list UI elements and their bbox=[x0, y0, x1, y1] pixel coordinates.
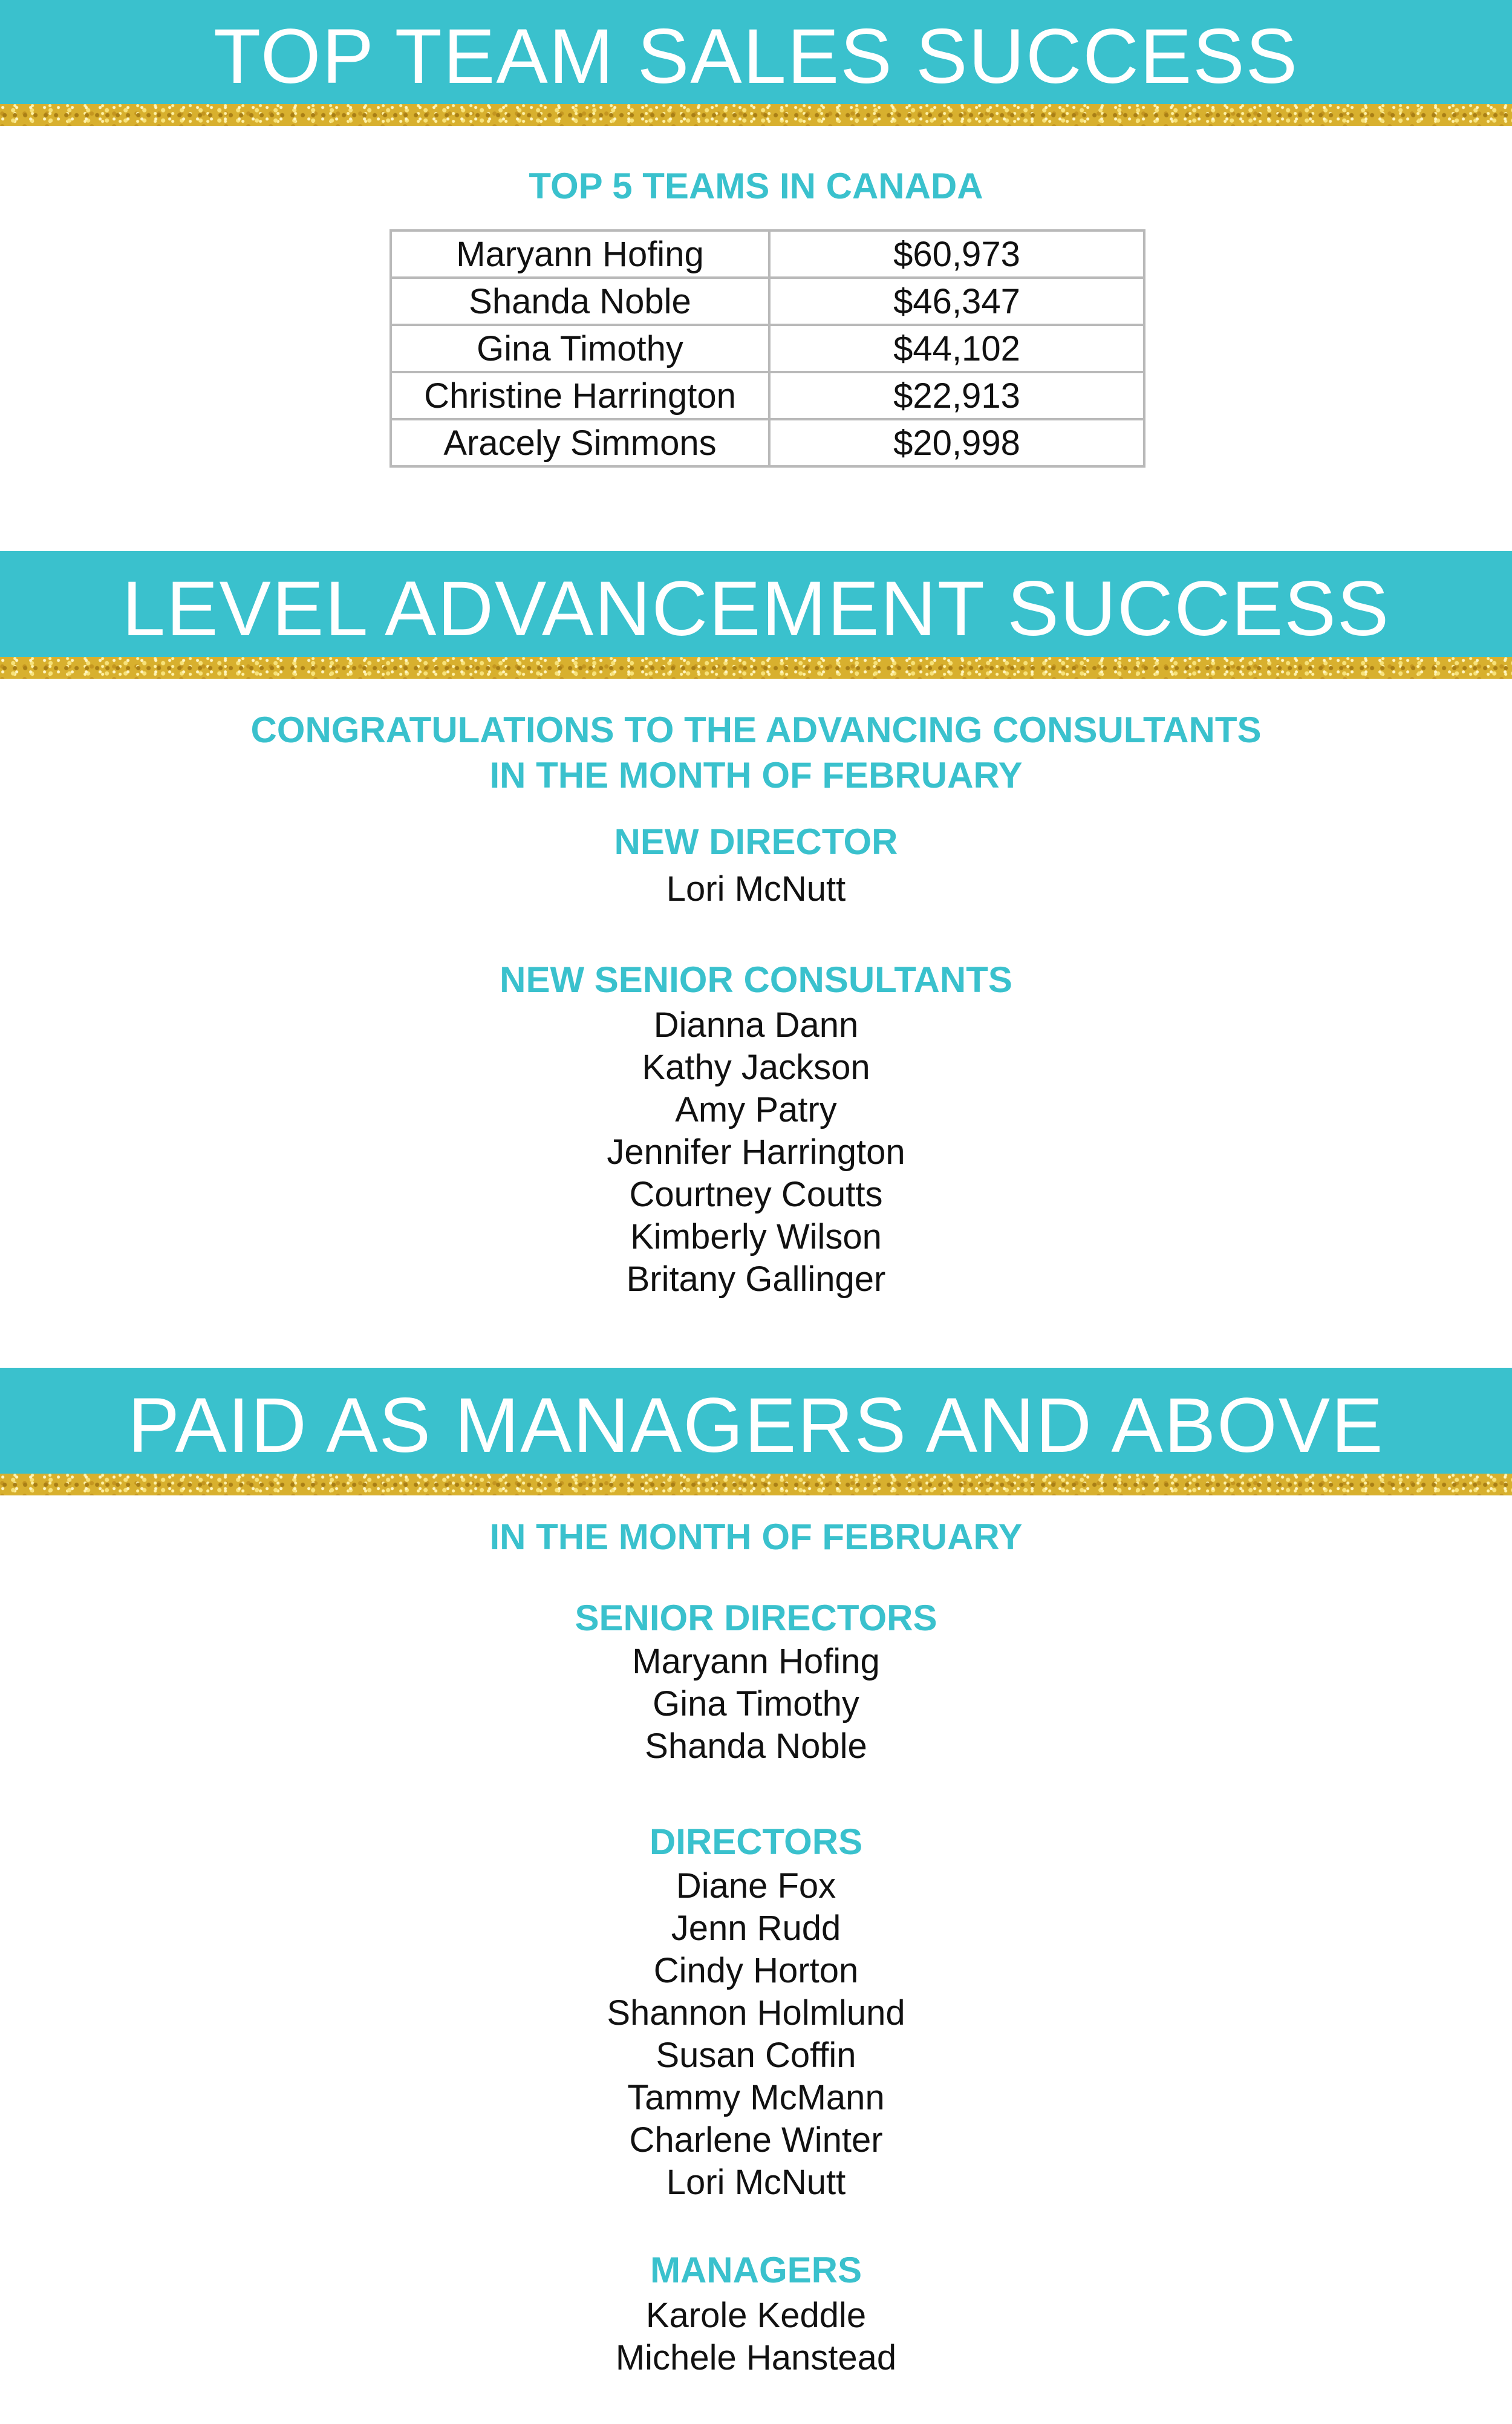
list-item: Courtney Coutts bbox=[629, 1175, 883, 1214]
team-name-cell: Shanda Noble bbox=[391, 278, 769, 325]
team-amount-cell: $44,102 bbox=[769, 325, 1144, 372]
list-item: Shannon Holmlund bbox=[607, 1993, 905, 2033]
list-item: Jenn Rudd bbox=[671, 1909, 841, 1948]
new-director-list bbox=[0, 868, 1512, 910]
banner-level-advancement bbox=[0, 551, 1512, 657]
gold-glitter-divider bbox=[0, 657, 1512, 679]
top-teams-table bbox=[389, 229, 1145, 468]
gold-glitter-divider bbox=[0, 104, 1512, 126]
banner-title: LEVEL ADVANCEMENT SUCCESS bbox=[122, 566, 1390, 652]
new-senior-consultants-list bbox=[0, 1004, 1512, 1301]
team-amount-cell: $46,347 bbox=[769, 278, 1144, 325]
list-item: Gina Timothy bbox=[653, 1684, 859, 1723]
list-item: Kathy Jackson bbox=[642, 1048, 870, 1087]
month-heading: IN THE MONTH OF FEBRUARY bbox=[489, 1517, 1023, 1557]
table-row bbox=[391, 372, 1144, 419]
table-row bbox=[391, 419, 1144, 466]
managers-list bbox=[0, 2295, 1512, 2379]
team-name-cell: Maryann Hofing bbox=[391, 230, 769, 278]
list-item: Dianna Dann bbox=[653, 1005, 859, 1045]
senior-directors-list bbox=[0, 1641, 1512, 1768]
list-item: Jennifer Harrington bbox=[607, 1132, 905, 1172]
list-item: Lori McNutt bbox=[666, 869, 846, 909]
team-amount-cell: $20,998 bbox=[769, 419, 1144, 466]
list-item: Tammy McMann bbox=[627, 2078, 885, 2117]
list-item: Michele Hanstead bbox=[615, 2338, 897, 2377]
banner-title: TOP TEAM SALES SUCCESS bbox=[213, 13, 1299, 100]
list-item: Charlene Winter bbox=[629, 2120, 883, 2160]
table-row bbox=[391, 278, 1144, 325]
senior-directors-heading: SENIOR DIRECTORS bbox=[575, 1598, 937, 1638]
table-row bbox=[391, 325, 1144, 372]
team-name-cell: Aracely Simmons bbox=[391, 419, 769, 466]
banner-paid-as-managers bbox=[0, 1368, 1512, 1474]
list-item: Susan Coffin bbox=[656, 2036, 856, 2075]
team-amount-cell: $60,973 bbox=[769, 230, 1144, 278]
list-item: Diane Fox bbox=[676, 1866, 836, 1906]
top-teams-heading: TOP 5 TEAMS IN CANADA bbox=[529, 166, 983, 206]
team-amount-cell: $22,913 bbox=[769, 372, 1144, 419]
list-item: Lori McNutt bbox=[666, 2163, 846, 2202]
congratulations-heading: CONGRATULATIONS TO THE ADVANCING CONSULTANTS bbox=[250, 710, 1262, 750]
team-name-cell: Gina Timothy bbox=[391, 325, 769, 372]
new-director-heading: NEW DIRECTOR bbox=[614, 822, 898, 862]
banner-top-team-sales bbox=[0, 0, 1512, 104]
list-item: Shanda Noble bbox=[645, 1727, 867, 1766]
list-item: Britany Gallinger bbox=[626, 1259, 886, 1299]
team-name-cell: Christine Harrington bbox=[391, 372, 769, 419]
new-senior-consultants-heading: NEW SENIOR CONSULTANTS bbox=[500, 959, 1012, 1000]
banner-title: PAID AS MANAGERS AND ABOVE bbox=[128, 1382, 1384, 1469]
list-item: Amy Patry bbox=[675, 1090, 837, 1129]
managers-heading: MANAGERS bbox=[650, 2250, 862, 2290]
table-row bbox=[391, 230, 1144, 278]
list-item: Kimberly Wilson bbox=[630, 1217, 882, 1256]
directors-list bbox=[0, 1865, 1512, 2204]
gold-glitter-divider bbox=[0, 1474, 1512, 1495]
directors-heading: DIRECTORS bbox=[649, 1821, 863, 1862]
month-heading: IN THE MONTH OF FEBRUARY bbox=[489, 755, 1023, 795]
list-item: Cindy Horton bbox=[653, 1951, 859, 1990]
list-item: Karole Keddle bbox=[645, 2296, 867, 2335]
list-item: Maryann Hofing bbox=[632, 1642, 880, 1681]
